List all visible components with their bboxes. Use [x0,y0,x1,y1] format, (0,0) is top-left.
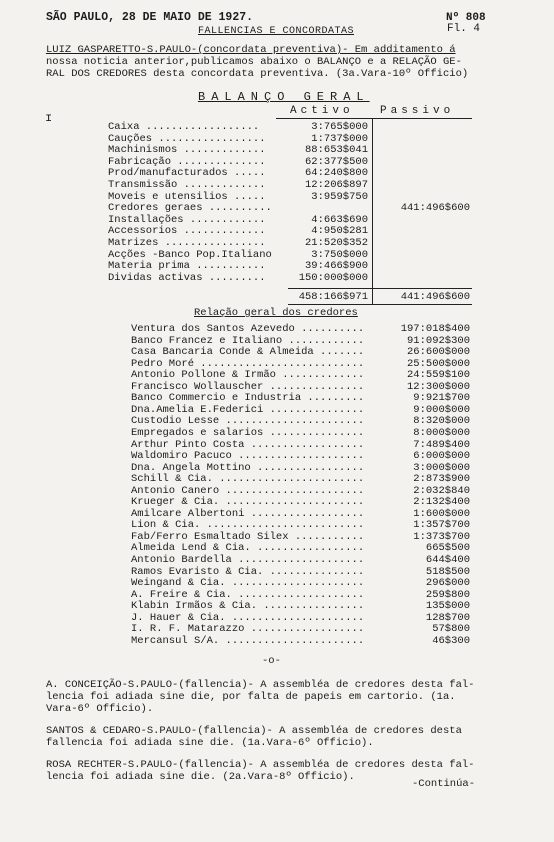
notice-1-line-2: lencia foi adiada sine die, por falta de papeis em cartorio. (1a. [46,691,456,703]
balance-item-label: Acções -Banco Pop.Italiano [108,248,272,261]
total-activo: 458:166$971 [298,291,368,303]
balance-item-label: Cauções ................. [108,132,266,145]
creditors-title: Relação geral dos credores [194,307,358,319]
total-rule-bottom [288,304,472,305]
lead-line-3: RAL DOS CREDORES desta concordata preventiva. (3a.Vara-10º Officio) [46,68,469,80]
balance-item-activo: 3:765$000 [311,121,368,133]
creditor-amount: 1:357$700 [413,519,470,532]
balance-item-activo: 4:663$690 [311,213,368,226]
balance-title: BALANÇO GERAL [198,90,370,104]
end-mark: -o- [262,655,281,667]
creditor-name: Banco Francez e Italiano ............ [131,334,365,347]
creditor-amount: 25:500$000 [406,357,470,370]
creditor-name: J. Hauer & Cia. ..................... [131,611,365,624]
creditor-name: I. R. F. Matarazzo .................. [131,623,365,636]
creditor-name: Fab/Ferro Esmaltado Silex ........... [131,530,365,543]
balance-item-activo: 64:240$800 [304,167,368,180]
bulletin-number: Nº 808 [446,12,486,24]
balance-item-label: Materia prima ........... [108,260,266,273]
place-date: SÃO PAULO, 28 DE MAIO DE 1927. [46,11,254,24]
creditor-amount: 259$800 [425,588,470,601]
creditor-amount: 2:873$900 [413,473,470,486]
balance-item-activo: 3:750$000 [311,248,368,261]
balance-item-label: Moveis e utensilios ..... [108,190,266,203]
balance-item-activo: 21:520$352 [304,237,368,249]
creditor-name: Arthur Pinto Costa .................. [131,438,365,451]
lead-line-1-text: LUIZ GASPARETTO-S.PAULO-(concordata preventiva)- Em additamento á [46,44,456,56]
creditor-amount: 12:300$000 [406,380,470,393]
balance-item-activo: 150:000$000 [298,271,368,284]
creditor-amount: 8:000$000 [413,426,470,439]
sheet-number: Fl. 4 [447,23,481,35]
creditor-amount: 1:373$700 [413,530,470,543]
creditor-amount: 3:000$000 [413,461,470,474]
balance-item-label: Prod/manufacturados ..... [108,167,266,180]
creditor-name: Antonio Pollone & Irmão ............. [131,369,365,382]
section-title: FALLENCIAS E CONCORDATAS [198,26,355,37]
balance-item-label: Accessorios ............. [108,225,266,238]
notice-1-line-1: A. CONCEIÇÃO-S.PAULO-(fallencia)- A assembléa de credores desta fal- [46,679,475,691]
creditor-amount: 644$400 [425,554,470,566]
balance-item-label: Installações ............ [108,213,266,226]
creditor-name: Krueger & Cia. ...................... [131,496,365,509]
lead-line-2: nossa noticia anterior,publicamos abaixo o BALANÇO e a RELAÇÃO GE- [46,56,462,68]
balance-item-activo: 3:959$750 [311,190,368,203]
balance-item-activo: 88:653$041 [304,144,368,157]
creditor-name: Lion & Cia. ......................... [131,519,365,532]
creditor-name: Pedro Moré .......................... [131,357,365,370]
header-rule [276,118,472,119]
creditor-name: Dna. Angela Mottino ................. [131,461,365,474]
creditor-amount: 135$000 [425,600,470,613]
creditor-name: Banco Commercio e Industria ......... [131,392,365,405]
creditor-amount: 518$500 [425,565,470,578]
creditor-amount: 9:921$700 [413,392,470,405]
creditor-amount: 128$700 [425,611,470,624]
balance-item-label: Caixa .................. [108,121,260,133]
creditor-amount: 2:032$840 [413,484,470,497]
column-divider [372,118,373,304]
creditor-name: Amilcare Albertoni .................. [131,507,365,520]
creditor-name: Casa Bancaria Conde & Almeida ....... [131,346,365,359]
creditor-name: Waldomiro Pacuco .................... [131,450,365,463]
margin-mark: ɪ [45,111,53,125]
total-rule [288,288,472,289]
creditor-name: Mercansul S/A. ...................... [131,634,365,647]
balance-item-activo: 39:466$900 [304,260,368,273]
creditor-amount: 9:000$000 [413,403,470,416]
creditor-amount: 57$800 [432,623,470,636]
balance-item-label: Fabricação .............. [108,155,266,168]
creditor-amount: 197:018$400 [400,323,470,335]
creditor-name: Antonio Bardella .................... [131,554,365,566]
creditor-name: Ramos Evaristo & Cia. ............... [131,565,365,578]
creditor-amount: 6:000$000 [413,450,470,463]
creditor-name: Custodio Lesse ...................... [131,415,365,428]
activo-header: Activo [290,105,354,117]
creditor-name: A. Freire & Cia. .................... [131,588,365,601]
creditor-amount: 7:489$400 [413,438,470,451]
lead-line-1 [46,44,554,56]
creditor-name: Dna.Amelia E.Federici ............... [131,403,365,416]
creditor-amount: 24:559$100 [406,369,470,382]
creditor-name: Francisco Wollauscher ............... [131,380,365,393]
balance-item-label: Dividas activas ......... [108,271,266,284]
creditor-amount: 665$500 [425,542,470,555]
balance-item-activo: 62:377$500 [304,155,368,168]
notice-2-line-1: SANTOS & CEDARO-S.PAULO-(fallencia)- A assembléa de credores desta [46,725,462,737]
balance-item-label: Matrizes ................ [108,237,266,249]
creditor-amount: 8:320$000 [413,415,470,428]
creditor-amount: 1:600$000 [413,507,470,520]
creditor-name: Empregados e salarios ............... [131,426,365,439]
creditor-name: Almeida Lend & Cia. ................. [131,542,365,555]
passivo-header: Passivo [380,105,455,117]
balance-item-activo: 12:206$897 [304,179,368,191]
balance-item-label: Machinismos ............. [108,144,266,157]
balance-item-label: Transmissão ............. [108,179,266,191]
creditor-amount: 46$300 [432,634,470,647]
creditor-amount: 26:600$000 [406,346,470,359]
balance-item-passivo: 441:496$600 [400,202,470,215]
creditor-name: Schill & Cia. ....................... [131,473,365,486]
balance-item-label: Credores geraes .......... [108,202,272,215]
creditor-name: Klabin Irmãos & Cia. ................ [131,600,365,613]
notice-3-line-1: ROSA RECHTER-S.PAULO-(fallencia)- A assembléa de credores desta fal- [46,759,475,771]
creditor-amount: 296$000 [425,577,470,590]
balance-item-activo: 4:950$281 [311,225,368,238]
continue-mark: -Continúa- [412,778,476,790]
creditor-amount: 91:092$300 [406,334,470,347]
notice-2-line-2: fallencia foi adiada sine die. (1a.Vara-6º Officio). [46,737,374,749]
notice-3-line-2: lencia foi adiada sine die. (2a.Vara-8º Officio). [46,771,355,783]
creditor-amount: 2:132$400 [413,496,470,509]
creditor-name: Antonio Canero ...................... [131,484,365,497]
creditor-name: Weingand & Cia. ..................... [131,577,365,590]
notice-1-line-3: Vara-6º Officio). [46,703,154,715]
total-passivo: 441:496$600 [400,291,470,303]
creditor-name: Ventura dos Santos Azevedo .......... [131,323,365,335]
balance-item-activo: 1:737$000 [311,132,368,145]
